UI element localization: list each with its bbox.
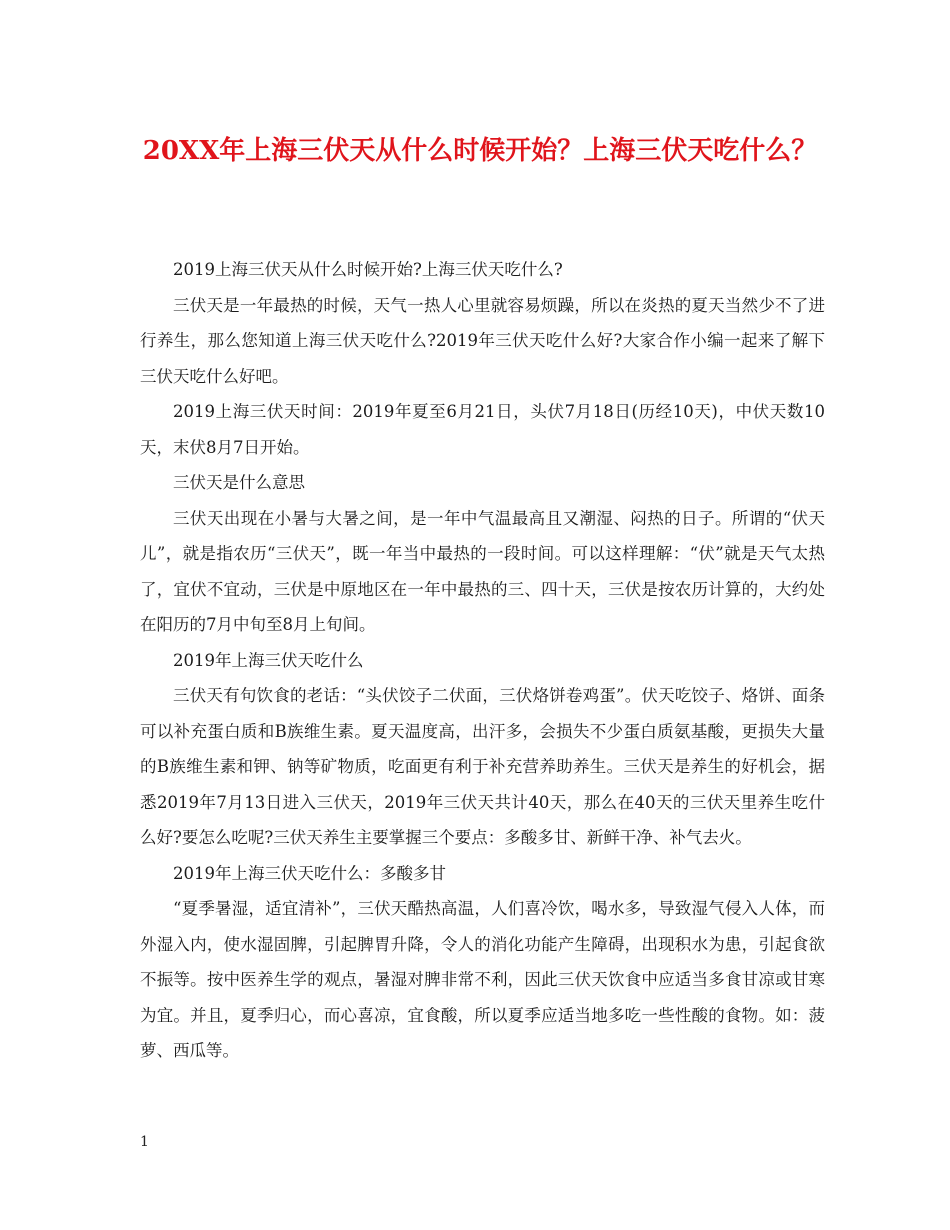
paragraph-food: 三伏天有句饮食的老话：“头伏饺子二伏面，三伏烙饼卷鸡蛋”。伏天吃饺子、烙饼、面条可以补充蛋白质和B族维生素。夏天温度高，出汗多，会损失不少蛋白质氨基酸，更损失大量的B族维生素和钾、钠等矿物质，吃面更有利于补充营养助养生。三伏天是养生的好机会，据悉2019年7月13日进入三伏天，2019年三伏天共计40天，那么在40天的三伏天里养生吃什么好?要怎么吃呢?三伏天养生主要掌握三个要点：多酸多甘、新鲜干净、补气去火。 <box>140 686 825 847</box>
paragraph-sour-sweet: “夏季暑湿，适宜清补”，三伏天酷热高温，人们喜冷饮，喝水多，导致湿气侵入人体，而外湿入内，使水湿固脾，引起脾胃升降，令人的消化功能产生障碍，出现积水为患，引起食欲不振等。按中医养生学的观点，暑湿对脾非常不利，因此三伏天饮食中应适当多食甘凉或甘寒为宜。并且，夏季归心，而心喜凉，宜食酸，所以夏季应适当地多吃一些性酸的食物。如：菠萝、西瓜等。 <box>140 899 825 1060</box>
page-number: 1 <box>140 1134 149 1150</box>
paragraph-intro: 三伏天是一年最热的时候，天气一热人心里就容易烦躁，所以在炎热的夏天当然少不了进行养生，那么您知道上海三伏天吃什么?2019年三伏天吃什么好?大家合作小编一起来了解下三伏天吃什么好吧。 <box>140 295 825 386</box>
section-heading-meaning: 三伏天是什么意思 <box>173 473 305 492</box>
document-title: 20XX年上海三伏天从什么时候开始？上海三伏天吃什么？ <box>142 136 818 166</box>
section-heading-food: 2019年上海三伏天吃什么 <box>173 650 364 670</box>
section-heading-sour-sweet: 2019年上海三伏天吃什么：多酸多甘 <box>173 863 446 883</box>
document-body <box>140 252 825 1069</box>
paragraph-meaning: 三伏天出现在小暑与大暑之间，是一年中气温最高且又潮湿、闷热的日子。所谓的“伏天儿”，就是指农历“三伏天”，既一年当中最热的一段时间。可以这样理解：“伏”就是天气太热了，宜伏不宜动，三伏是中原地区在一年中最热的三、四十天，三伏是按农历计算的，大约处在阳历的7月中旬至8月上旬间。 <box>140 508 825 634</box>
paragraph-intro-question: 2019上海三伏天从什么时候开始?上海三伏天吃什么? <box>173 260 563 279</box>
paragraph-dates: 2019上海三伏天时间：2019年夏至6月21日，头伏7月18日(历经10天)，中伏天数10天，末伏8月7日开始。 <box>140 402 825 457</box>
